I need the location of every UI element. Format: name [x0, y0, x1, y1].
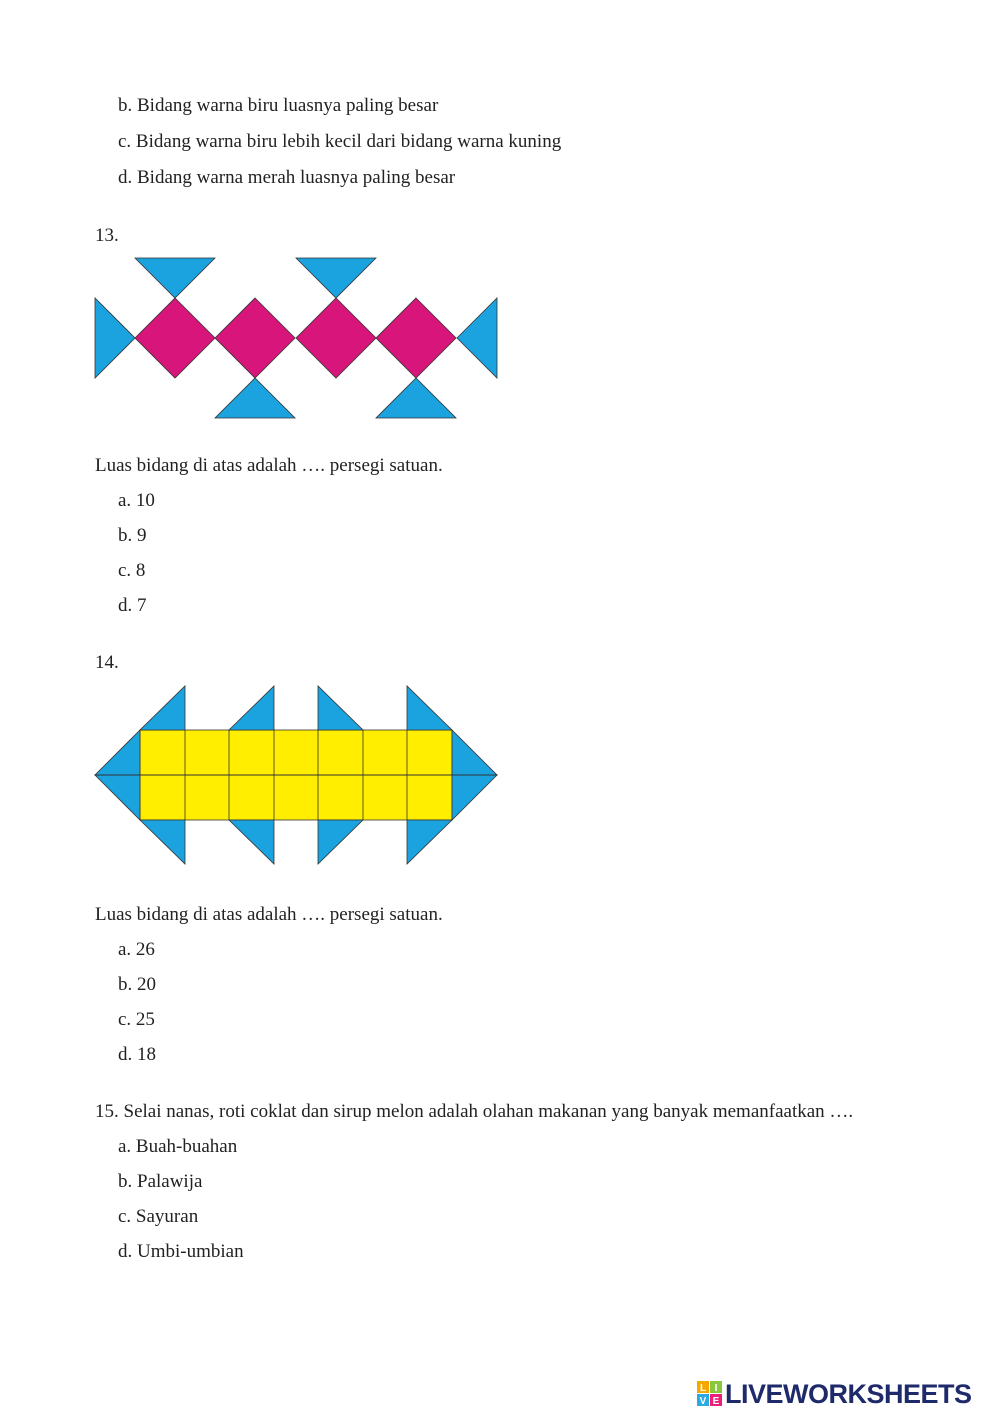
q14-option-c: c. 25: [118, 1009, 155, 1030]
q14-triangle-right-bottom: [452, 775, 497, 820]
q14-triangle-top-2: [229, 686, 274, 730]
q12-option-b: b. Bidang warna biru luasnya paling besar: [118, 95, 439, 116]
q14-triangle-left-bottom: [95, 775, 140, 820]
q13-triangle-top-1: [135, 258, 215, 298]
q14-figure: [93, 683, 501, 867]
q13-option-d: d. 7: [118, 595, 147, 616]
q13-triangle-bottom-1: [215, 378, 295, 418]
badge-letter-v: V: [699, 1396, 707, 1407]
badge-letter-i: I: [714, 1383, 718, 1394]
q15-option-b: b. Palawija: [118, 1171, 203, 1192]
q14-number: 14.: [95, 652, 119, 673]
q15-question: 15. Selai nanas, roti coklat dan sirup melon adalah olahan makanan yang banyak memanfaatkan ….: [95, 1101, 854, 1122]
q13-triangle-right: [457, 298, 497, 378]
q13-question: Luas bidang di atas adalah …. persegi satuan.: [95, 455, 443, 476]
liveworksheets-logo[interactable]: [697, 1378, 997, 1410]
q12-option-d: d. Bidang warna merah luasnya paling besar: [118, 167, 456, 188]
q14-triangle-top-3: [318, 686, 363, 730]
q14-option-b: b. 20: [118, 974, 156, 995]
q13-option-c: c. 8: [118, 560, 146, 581]
q14-triangle-right-top: [452, 730, 497, 775]
q15-option-c: c. Sayuran: [118, 1206, 199, 1227]
q13-triangle-top-2: [296, 258, 376, 298]
q13-option-a: a. 10: [118, 490, 155, 511]
brand-name: LIVEWORKSHEETS: [725, 1379, 972, 1409]
q13-triangle-bottom-2: [376, 378, 456, 418]
badge-letter-l: L: [699, 1383, 707, 1394]
q14-triangle-bottom-1: [140, 820, 185, 864]
q14-option-a: a. 26: [118, 939, 155, 960]
q14-triangle-bottom-3: [318, 820, 363, 864]
q13-diamond-4: [376, 298, 456, 378]
q13-diamond-2: [215, 298, 295, 378]
q14-triangle-top-4: [407, 686, 452, 730]
live-badge-icon: [697, 1381, 723, 1407]
q13-option-b: b. 9: [118, 525, 147, 546]
q13-figure: [93, 255, 501, 421]
q14-triangle-left-top: [95, 730, 140, 775]
q15-option-a: a. Buah-buahan: [118, 1136, 238, 1157]
q14-option-d: d. 18: [118, 1044, 156, 1065]
q14-triangle-bottom-4: [407, 820, 452, 864]
q13-diamond-3: [296, 298, 376, 378]
q13-triangle-left: [95, 298, 135, 378]
q14-triangle-top-1: [140, 686, 185, 730]
badge-letter-e: E: [712, 1396, 720, 1407]
q15-option-d: d. Umbi-umbian: [118, 1241, 244, 1262]
q13-number: 13.: [95, 225, 119, 246]
q14-question: Luas bidang di atas adalah …. persegi satuan.: [95, 904, 443, 925]
q13-diamond-1: [135, 298, 215, 378]
q12-option-c: c. Bidang warna biru lebih kecil dari bidang warna kuning: [118, 131, 562, 152]
q14-triangle-bottom-2: [229, 820, 274, 864]
